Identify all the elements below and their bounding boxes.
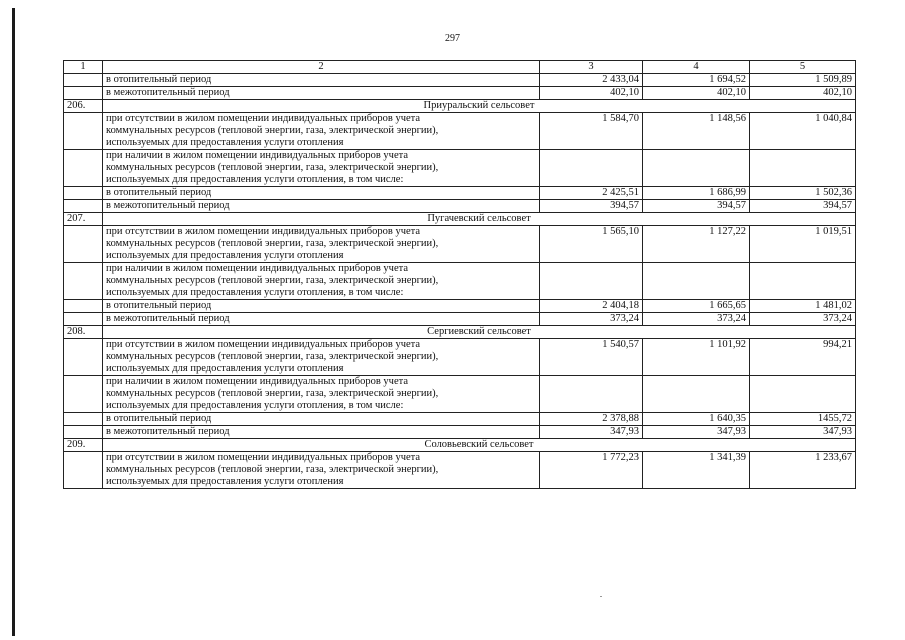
- value-col-5: 1 233,67: [750, 452, 856, 489]
- section-row: [64, 100, 856, 113]
- description-line: в отопительный период: [106, 413, 212, 424]
- value-col-4: 1 341,39: [643, 452, 750, 489]
- value-col-5: [750, 376, 856, 413]
- value-col-5: [750, 150, 856, 187]
- description-line: при наличии в жилом помещении индивидуальных приборов учета: [106, 376, 408, 387]
- description-line: используемых для предоставления услуги отопления: [106, 137, 344, 148]
- table-row: [64, 226, 856, 263]
- table-row: [64, 263, 856, 300]
- section-number: 208.: [64, 326, 103, 339]
- header-col-3: 3: [540, 61, 643, 74]
- description-line: в межотопительный период: [106, 313, 230, 324]
- table-row: [64, 187, 856, 200]
- section-number: 207.: [64, 213, 103, 226]
- value-col-3: 373,24: [540, 313, 643, 326]
- value-col-4: 1 686,99: [643, 187, 750, 200]
- description-line: коммунальных ресурсов (тепловой энергии, газа, электрической энергии),: [106, 125, 439, 136]
- header-col-1: 1: [64, 61, 103, 74]
- value-col-3: [540, 150, 643, 187]
- description-cell: [103, 376, 540, 413]
- table-row: [64, 452, 856, 489]
- scan-edge-mark: [12, 8, 15, 636]
- section-title: Соловьевский сельсовет: [103, 439, 856, 452]
- row-number-cell: [64, 150, 103, 187]
- section-title: Пугачевский сельсовет: [103, 213, 856, 226]
- value-col-3: 2 404,18: [540, 300, 643, 313]
- description-line: при отсутствии в жилом помещении индивидуальных приборов учета: [106, 339, 421, 350]
- section-row: [64, 326, 856, 339]
- description-cell: [103, 413, 540, 426]
- description-cell: [103, 339, 540, 376]
- value-col-4: 394,57: [643, 200, 750, 213]
- description-line: используемых для предоставления услуги отопления: [106, 476, 344, 487]
- description-line: используемых для предоставления услуги отопления, в том числе:: [106, 400, 404, 411]
- row-number-cell: [64, 339, 103, 376]
- section-row: [64, 213, 856, 226]
- table-row: [64, 74, 856, 87]
- row-number-cell: [64, 263, 103, 300]
- value-col-3: 1 584,70: [540, 113, 643, 150]
- row-number-cell: [64, 113, 103, 150]
- description-line: при наличии в жилом помещении индивидуальных приборов учета: [106, 150, 408, 161]
- value-col-3: [540, 263, 643, 300]
- description-line: в отопительный период: [106, 187, 212, 198]
- value-col-5: 994,21: [750, 339, 856, 376]
- table-row: [64, 376, 856, 413]
- description-line: коммунальных ресурсов (тепловой энергии, газа, электрической энергии),: [106, 464, 439, 475]
- description-line: в отопительный период: [106, 300, 212, 311]
- row-number-cell: [64, 200, 103, 213]
- description-line: в межотопительный период: [106, 426, 230, 437]
- value-col-3: 347,93: [540, 426, 643, 439]
- value-col-4: 1 101,92: [643, 339, 750, 376]
- description-line: при отсутствии в жилом помещении индивидуальных приборов учета: [106, 452, 421, 463]
- row-number-cell: [64, 87, 103, 100]
- table-row: [64, 200, 856, 213]
- value-col-3: [540, 376, 643, 413]
- value-col-4: [643, 376, 750, 413]
- description-cell: [103, 87, 540, 100]
- section-number: 206.: [64, 100, 103, 113]
- section-title: Приуральский сельсовет: [103, 100, 856, 113]
- row-number-cell: [64, 74, 103, 87]
- value-col-4: 1 148,56: [643, 113, 750, 150]
- value-col-3: 2 425,51: [540, 187, 643, 200]
- value-col-4: 373,24: [643, 313, 750, 326]
- description-line: в отопительный период: [106, 74, 212, 85]
- value-col-5: 1 019,51: [750, 226, 856, 263]
- value-col-3: 2 378,88: [540, 413, 643, 426]
- section-number: 209.: [64, 439, 103, 452]
- description-cell: [103, 200, 540, 213]
- description-cell: [103, 313, 540, 326]
- value-col-5: 347,93: [750, 426, 856, 439]
- description-cell: [103, 74, 540, 87]
- description-line: коммунальных ресурсов (тепловой энергии, газа, электрической энергии),: [106, 162, 439, 173]
- description-line: при отсутствии в жилом помещении индивидуальных приборов учета: [106, 226, 421, 237]
- value-col-3: 394,57: [540, 200, 643, 213]
- row-number-cell: [64, 452, 103, 489]
- value-col-4: 1 665,65: [643, 300, 750, 313]
- description-line: коммунальных ресурсов (тепловой энергии, газа, электрической энергии),: [106, 351, 439, 362]
- value-col-3: 2 433,04: [540, 74, 643, 87]
- value-col-5: 1 481,02: [750, 300, 856, 313]
- section-title: Сергиевский сельсовет: [103, 326, 856, 339]
- description-cell: [103, 452, 540, 489]
- description-line: коммунальных ресурсов (тепловой энергии, газа, электрической энергии),: [106, 388, 439, 399]
- value-col-4: 1 127,22: [643, 226, 750, 263]
- description-line: используемых для предоставления услуги отопления, в том числе:: [106, 174, 404, 185]
- value-col-3: 1 565,10: [540, 226, 643, 263]
- description-line: используемых для предоставления услуги отопления: [106, 363, 344, 374]
- description-cell: [103, 150, 540, 187]
- table-row: [64, 339, 856, 376]
- value-col-5: [750, 263, 856, 300]
- row-number-cell: [64, 300, 103, 313]
- scan-speck: [600, 596, 602, 597]
- value-col-4: 1 640,35: [643, 413, 750, 426]
- value-col-5: 1 040,84: [750, 113, 856, 150]
- page-number: 297: [445, 33, 460, 44]
- description-cell: [103, 187, 540, 200]
- table-header-row: [64, 61, 856, 74]
- tariff-table: [63, 60, 856, 489]
- value-col-5: 1 502,36: [750, 187, 856, 200]
- description-cell: [103, 263, 540, 300]
- value-col-3: 1 772,23: [540, 452, 643, 489]
- table-row: [64, 313, 856, 326]
- value-col-5: 1455,72: [750, 413, 856, 426]
- description-line: коммунальных ресурсов (тепловой энергии, газа, электрической энергии),: [106, 275, 439, 286]
- row-number-cell: [64, 313, 103, 326]
- table-body: [64, 61, 856, 489]
- value-col-5: 402,10: [750, 87, 856, 100]
- row-number-cell: [64, 376, 103, 413]
- description-cell: [103, 113, 540, 150]
- description-line: при отсутствии в жилом помещении индивидуальных приборов учета: [106, 113, 421, 124]
- value-col-3: 1 540,57: [540, 339, 643, 376]
- value-col-5: 373,24: [750, 313, 856, 326]
- value-col-5: 394,57: [750, 200, 856, 213]
- row-number-cell: [64, 413, 103, 426]
- table-row: [64, 300, 856, 313]
- header-col-2: 2: [103, 61, 540, 74]
- row-number-cell: [64, 187, 103, 200]
- description-line: используемых для предоставления услуги отопления, в том числе:: [106, 287, 404, 298]
- description-line: в межотопительный период: [106, 200, 230, 211]
- description-line: используемых для предоставления услуги отопления: [106, 250, 344, 261]
- table-row: [64, 426, 856, 439]
- header-col-5: 5: [750, 61, 856, 74]
- table-row: [64, 150, 856, 187]
- row-number-cell: [64, 426, 103, 439]
- description-cell: [103, 426, 540, 439]
- value-col-5: 1 509,89: [750, 74, 856, 87]
- description-line: в межотопительный период: [106, 87, 230, 98]
- table-row: [64, 113, 856, 150]
- table-row: [64, 413, 856, 426]
- value-col-4: [643, 263, 750, 300]
- value-col-3: 402,10: [540, 87, 643, 100]
- value-col-4: 1 694,52: [643, 74, 750, 87]
- row-number-cell: [64, 226, 103, 263]
- description-cell: [103, 300, 540, 313]
- table-row: [64, 87, 856, 100]
- header-col-4: 4: [643, 61, 750, 74]
- value-col-4: 402,10: [643, 87, 750, 100]
- description-cell: [103, 226, 540, 263]
- description-line: коммунальных ресурсов (тепловой энергии, газа, электрической энергии),: [106, 238, 439, 249]
- section-row: [64, 439, 856, 452]
- description-line: при наличии в жилом помещении индивидуальных приборов учета: [106, 263, 408, 274]
- value-col-4: [643, 150, 750, 187]
- value-col-4: 347,93: [643, 426, 750, 439]
